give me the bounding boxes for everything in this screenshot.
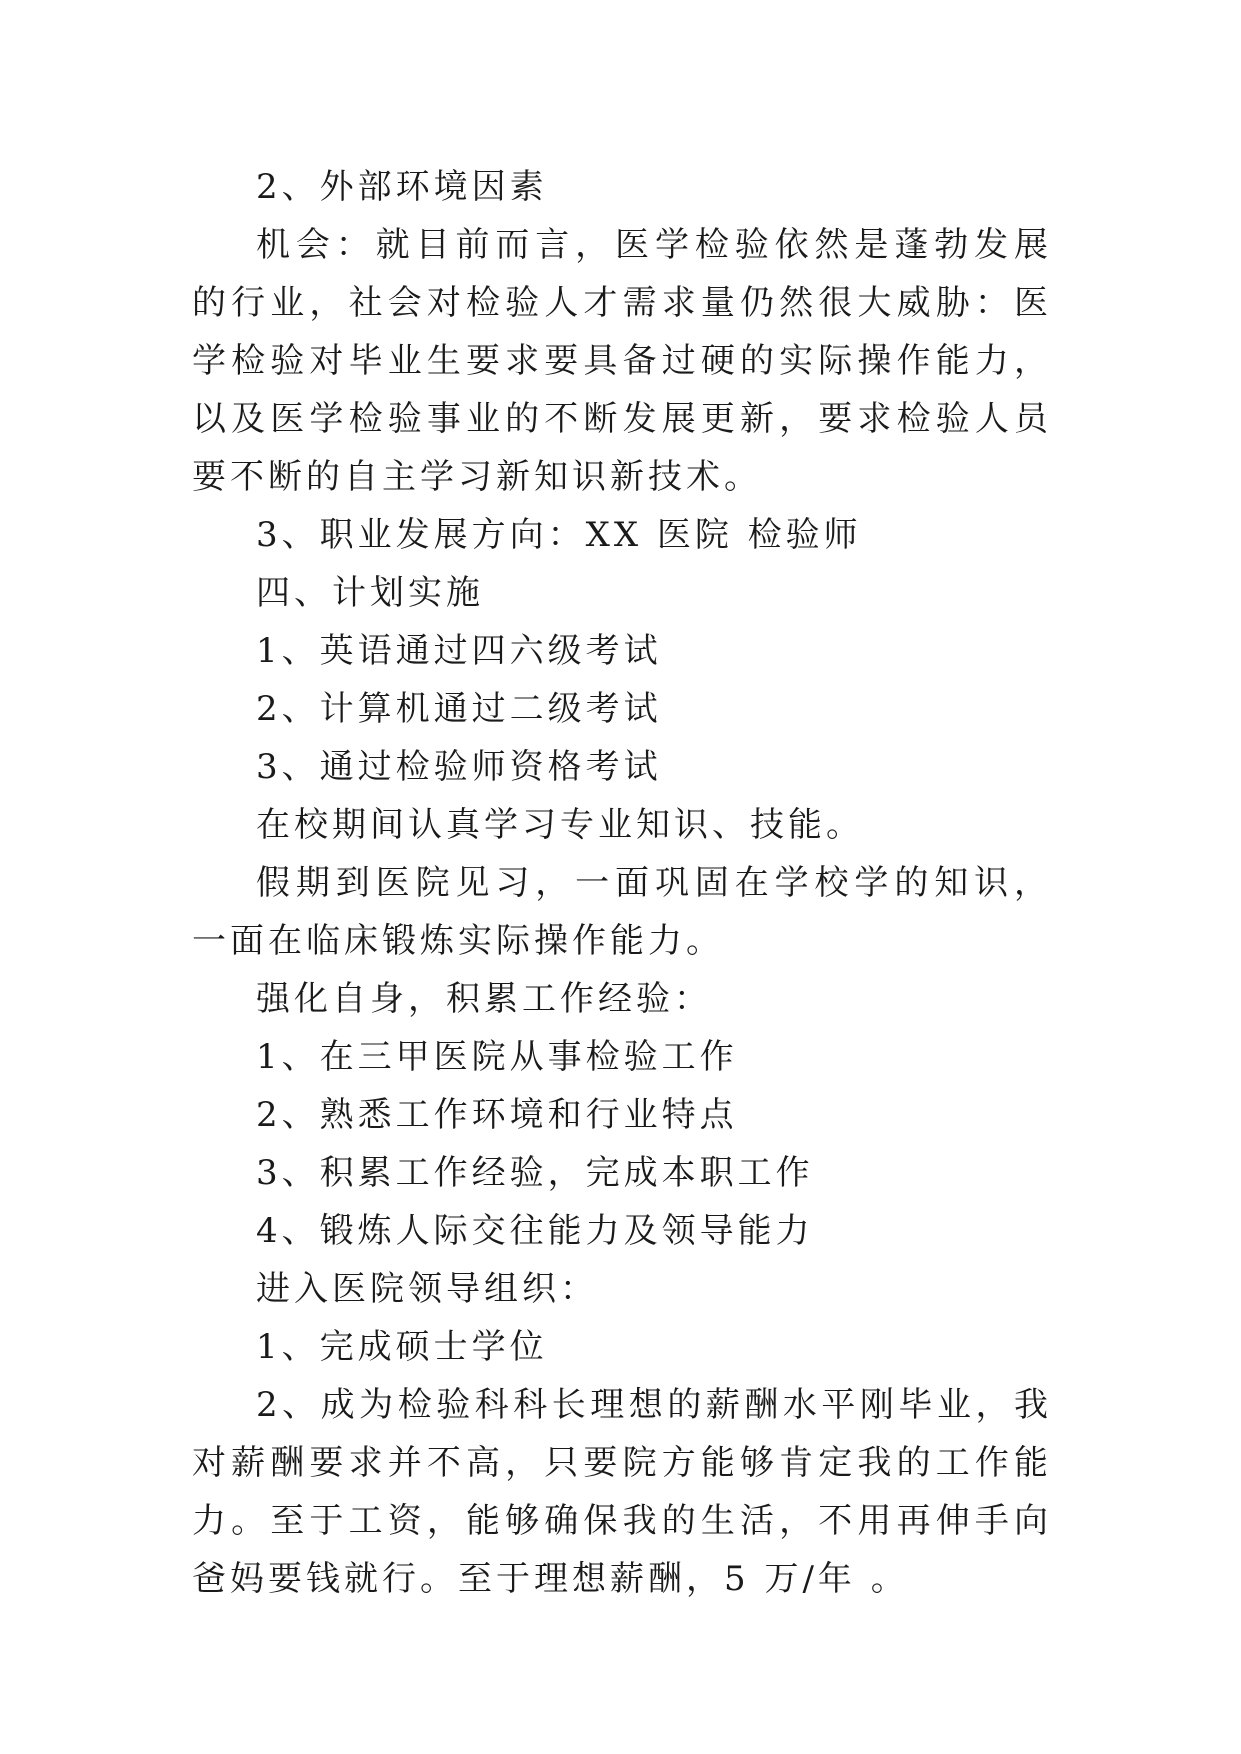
paragraph-opportunities-threats: 机会：就目前而言，医学检验依然是蓬勃发展的行业，社会对检验人才需求量仍然很大威胁：医学检验对毕业生要求要具备过硬的实际操作能力，以及医学检验事业的不断发展更新，要求检验人员要不断的自主学习新知识新技术。: [192, 225, 1052, 497]
list-item: 3、通过检验师资格考试: [256, 747, 662, 787]
list-item: 1、完成硕士学位: [256, 1327, 548, 1367]
list-item: 1、在三甲医院从事检验工作: [256, 1037, 738, 1077]
section-heading-experience: 强化自身，积累工作经验：: [256, 979, 712, 1019]
section-heading-plan: 四、计划实施: [256, 573, 484, 613]
document-body: [192, 158, 1052, 1608]
list-item: 3、积累工作经验，完成本职工作: [256, 1153, 814, 1193]
section-heading-career-direction: 3、职业发展方向：XX 医院 检验师: [256, 515, 862, 555]
section-heading-external-factors: 2、外部环境因素: [256, 167, 548, 207]
list-item: 1、英语通过四六级考试: [256, 631, 662, 671]
section-heading-leadership: 进入医院领导组织：: [256, 1269, 598, 1309]
list-item: 4、锻炼人际交往能力及领导能力: [256, 1211, 814, 1251]
paragraph-internship: 假期到医院见习，一面巩固在学校学的知识，一面在临床锻炼实际操作能力。: [192, 863, 1052, 961]
list-item: 2、计算机通过二级考试: [256, 689, 662, 729]
paragraph-salary: 2、成为检验科科长理想的薪酬水平刚毕业，我对薪酬要求并不高，只要院方能够肯定我的工作能力。至于工资，能够确保我的生活，不用再伸手向爸妈要钱就行。至于理想薪酬，5 万/年 。: [192, 1385, 1052, 1599]
paragraph-study: 在校期间认真学习专业知识、技能。: [256, 805, 864, 845]
list-item: 2、熟悉工作环境和行业特点: [256, 1095, 738, 1135]
